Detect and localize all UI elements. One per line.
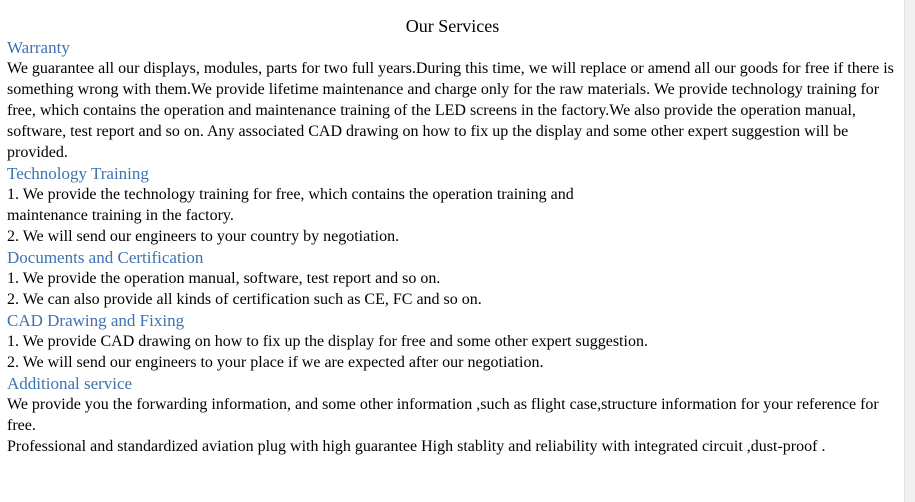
section-cad-drawing: [7, 310, 898, 373]
section-heading: CAD Drawing and Fixing: [7, 311, 185, 330]
section-paragraph: We guarantee all our displays, modules, parts for two full years.During this time, we will replace or amend all our goods for free if there is something wrong with them.We provide lifetime maintenance and charge only for the raw materials. We provide technology training for free, which contains the operation and maintenance training of the LED screens in the factory.We also provide the operation manual, software, test report and so on. Any associated CAD drawing on how to fix up the display and some other expert suggestion will be provided.: [7, 60, 894, 161]
section-heading: Documents and Certification: [7, 248, 204, 267]
section-heading: Additional service: [7, 374, 133, 393]
section-paragraph: We provide you the forwarding information, and some other information ,such as flight case,structure information for your reference for free.: [7, 396, 879, 434]
vertical-scrollbar[interactable]: [904, 0, 915, 502]
section-paragraph: 2. We will send our engineers to your country by negotiation.: [7, 228, 400, 245]
section-heading: Technology Training: [7, 164, 149, 183]
section-paragraph: 1. We provide CAD drawing on how to fix up the display for free and some other expert suggestion.: [7, 333, 648, 350]
section-additional-service: [7, 373, 898, 457]
section-paragraph: 1. We provide the technology training for free, which contains the operation training and: [7, 186, 574, 203]
section-paragraph: 2. We will send our engineers to your place if we are expected after our negotiation.: [7, 354, 544, 371]
section-paragraph: Professional and standardized aviation plug with high guarantee High stablity and reliability with integrated circuit ,dust-proof .: [7, 438, 826, 455]
section-paragraph: maintenance training in the factory.: [7, 207, 234, 224]
section-documents-certification: [7, 247, 898, 310]
section-warranty: [7, 37, 898, 163]
section-paragraph: 1. We provide the operation manual, software, test report and so on.: [7, 270, 441, 287]
section-paragraph: 2. We can also provide all kinds of certification such as CE, FC and so on.: [7, 291, 482, 308]
section-heading: Warranty: [7, 38, 70, 57]
section-technology-training: [7, 163, 898, 247]
page-title: Our Services: [405, 16, 500, 36]
